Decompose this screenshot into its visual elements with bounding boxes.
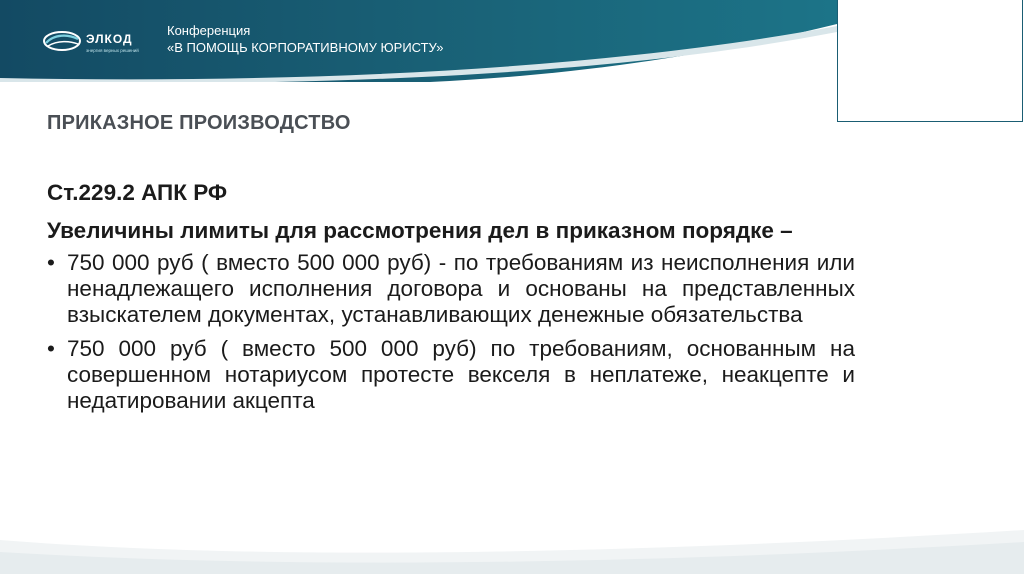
elkod-logo-icon <box>40 26 84 56</box>
page-title: ПРИКАЗНОЕ ПРОИЗВОДСТВО <box>47 112 351 134</box>
lead-statement: Увеличины лимиты для рассмотрения дел в приказном порядке – <box>47 218 793 243</box>
list-item <box>47 336 855 414</box>
bullet-icon: • <box>47 336 55 361</box>
conference-label: Конференция <box>167 23 251 38</box>
logo-tagline: энергия верных решений <box>86 48 139 53</box>
conference-name: «В ПОМОЩЬ КОРПОРАТИВНОМУ ЮРИСТУ» <box>167 40 444 55</box>
corner-frame-box <box>837 0 1023 122</box>
slide-content <box>47 180 855 422</box>
list-item <box>47 250 855 328</box>
conference-title <box>167 22 443 56</box>
bullet-icon: • <box>47 250 55 275</box>
logo-name: ЭЛКОД <box>86 32 133 46</box>
article-reference: Ст.229.2 АПК РФ <box>47 180 228 205</box>
footer-wave <box>0 520 1024 574</box>
list-item-text: 750 000 руб ( вместо 500 000 руб) - по требованиям из неисполнения или ненадлежащего исполнения договора и основаны на представленных взыскателем документах, устанавливающих денежные обязательства <box>67 250 855 327</box>
list-item-text: 750 000 руб ( вместо 500 000 руб) по требованиям, основанным на совершенном нотариусом протесте векселя в неплатеже, неакцепте и недатировании акцепта <box>67 336 855 413</box>
elkod-logo[interactable] <box>40 26 160 60</box>
bullet-list <box>47 250 855 414</box>
